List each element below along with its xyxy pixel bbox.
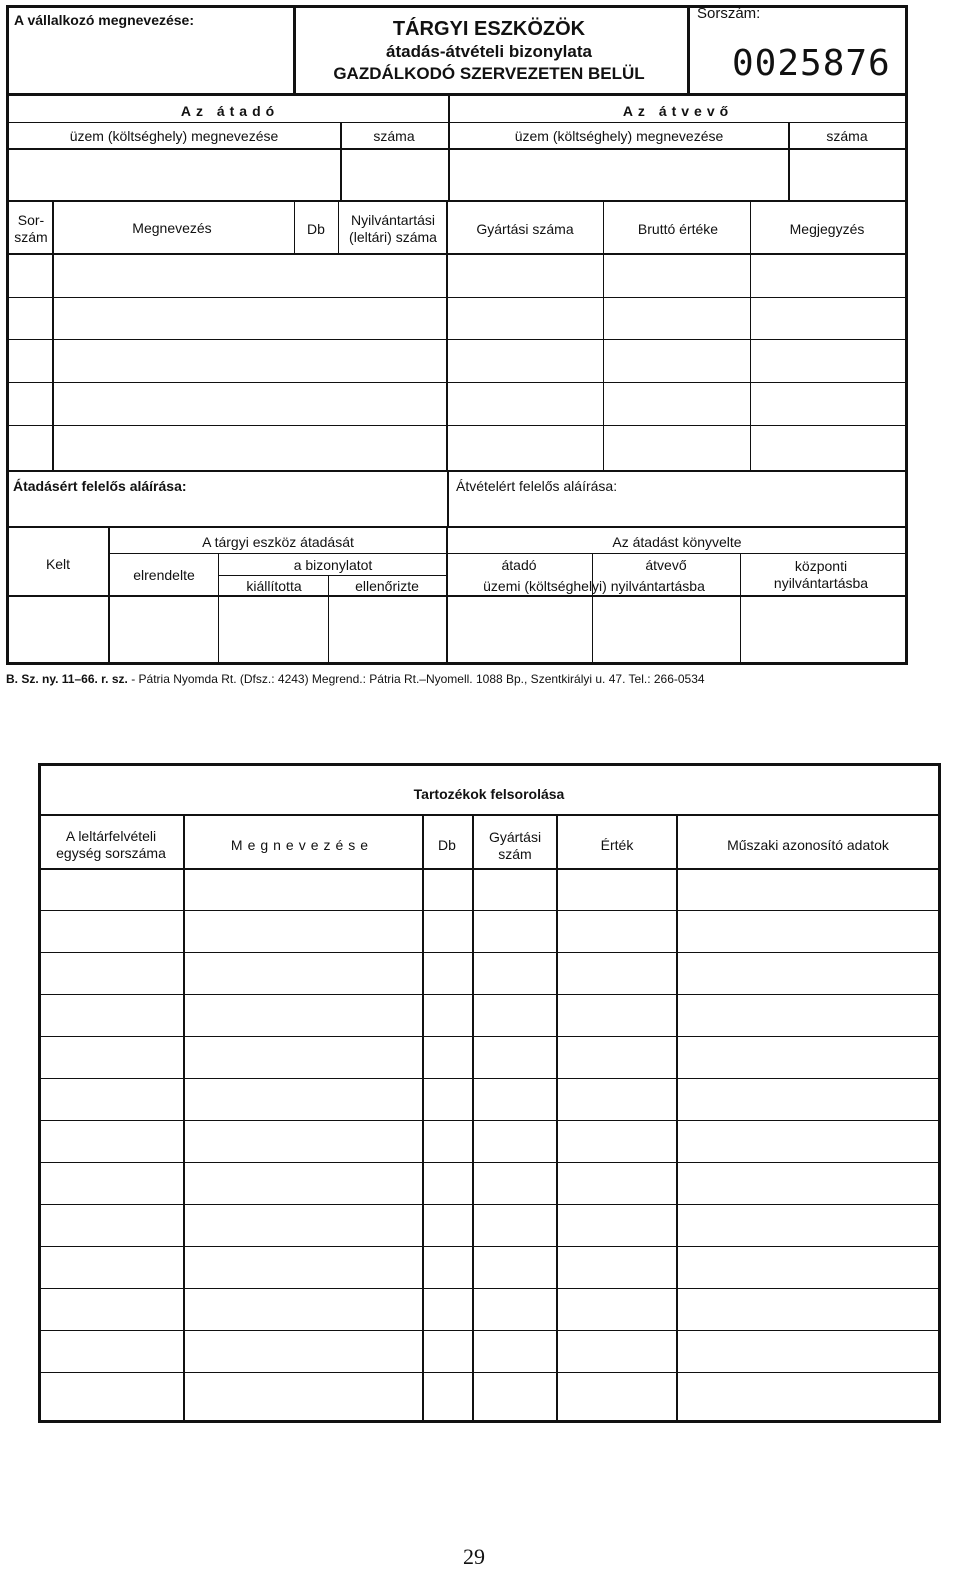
kozponti-label-1: központi	[794, 558, 848, 574]
col-brutto: Bruttó értéke	[637, 221, 719, 237]
atado-heading: Az átadó	[180, 103, 280, 119]
acc-col-gyartasi-1: Gyártási	[488, 829, 542, 845]
elrendelte-label: elrendelte	[133, 567, 195, 583]
ellenorizte-field[interactable]	[330, 598, 445, 661]
elrendelte-field[interactable]	[111, 598, 217, 661]
atado-uzem-label: üzem (költséghely) megnevezése	[69, 128, 279, 144]
kiallitotta-label: kiállította	[246, 578, 302, 594]
bizonylatot-label: a bizonylatot	[293, 557, 373, 573]
atadas-signature-field[interactable]	[10, 496, 444, 524]
atvetel-signature-field[interactable]	[452, 496, 904, 524]
table-row[interactable]	[10, 427, 904, 469]
ellenorizte-label: ellenőrizte	[355, 578, 419, 594]
acc-col-gyartasi-2: szám	[498, 846, 532, 862]
col-nyilv-2: (leltári) száma	[349, 229, 437, 245]
table-row[interactable]	[42, 1290, 937, 1329]
atvevo-uzem-label: üzem (költséghely) megnevezése	[514, 128, 724, 144]
kozponti-label-2: nyilvántartásba	[773, 575, 869, 591]
table-row[interactable]	[10, 384, 904, 424]
konyv-atado-field[interactable]	[449, 598, 591, 661]
table-row[interactable]	[42, 954, 937, 993]
table-row[interactable]	[42, 912, 937, 951]
acc-col-leltar-2: egység sorszáma	[56, 845, 166, 861]
konyv-atado-label: átadó	[501, 557, 537, 573]
table-row[interactable]	[42, 1248, 937, 1287]
page-number: 29	[463, 1544, 485, 1569]
table-row[interactable]	[42, 1206, 937, 1245]
table-row[interactable]	[42, 871, 937, 909]
table-row[interactable]	[10, 256, 904, 296]
konyv-atvevo-field[interactable]	[594, 598, 739, 661]
table-row[interactable]	[42, 1332, 937, 1371]
targyi-atadasat-label: A tárgyi eszköz átadását	[202, 534, 354, 550]
col-sorszam-2: szám	[14, 229, 48, 245]
kiallitotta-field[interactable]	[220, 598, 327, 661]
vallalkozo-field[interactable]	[10, 32, 290, 90]
atvevo-szama-label: száma	[826, 128, 868, 144]
sorszam-label: Sorszám:	[697, 5, 761, 22]
acc-col-db: Db	[438, 837, 456, 853]
atado-szama-label: száma	[373, 128, 415, 144]
form-title-3: GAZDÁLKODÓ SZERVEZETEN BELÜL	[333, 64, 645, 83]
table-row[interactable]	[10, 341, 904, 381]
atvevo-szama-field[interactable]	[791, 151, 905, 199]
acc-col-ertek: Érték	[600, 837, 634, 853]
table-row[interactable]	[42, 996, 937, 1035]
atvevo-uzem-field[interactable]	[451, 151, 787, 199]
atvevo-heading: Az átvevő	[622, 103, 734, 119]
form-code: B. Sz. ny. 11–66. r. sz.	[6, 672, 128, 686]
kozponti-field[interactable]	[742, 598, 904, 661]
uzemi-nyilv-label: üzemi (költséghelyi) nyilvántartásba	[483, 578, 705, 594]
acc-col-megnevezese: Megnevezése	[230, 837, 374, 853]
col-db: Db	[307, 221, 325, 237]
konyvelte-label: Az átadást könyvelte	[612, 534, 742, 550]
table-row[interactable]	[10, 299, 904, 338]
atado-uzem-field[interactable]	[10, 151, 338, 199]
col-megnevezes: Megnevezés	[132, 220, 212, 236]
konyv-atvevo-label: átvevő	[645, 557, 687, 573]
table-row[interactable]	[42, 1374, 937, 1419]
table-row[interactable]	[42, 1122, 937, 1161]
acc-col-muszaki: Műszaki azonosító adatok	[727, 837, 889, 853]
printer-info: - Pátria Nyomda Rt. (Dfsz.: 4243) Megrend.: Pátria Rt.–Nyomell. 1088 Bp., Szentkirályi u. 47. Tel.: 266-0534	[127, 672, 705, 686]
form-title-2: átadás-átvételi bizonylata	[386, 42, 592, 61]
accessories-title: Tartozékok felsorolása	[413, 786, 565, 802]
acc-col-leltar-1: A leltárfelvételi	[65, 828, 157, 844]
atado-szama-field[interactable]	[343, 151, 447, 199]
vallalkozo-label: A vállalkozó megnevezése:	[14, 12, 195, 28]
print-footer	[6, 671, 705, 687]
table-row[interactable]	[42, 1164, 937, 1203]
table-row[interactable]	[42, 1038, 937, 1077]
col-gyartasi: Gyártási száma	[476, 221, 574, 237]
col-nyilv-1: Nyilvántartási	[350, 212, 436, 228]
kelt-label: Kelt	[45, 556, 71, 572]
col-sorszam-1: Sor-	[17, 212, 45, 228]
atadas-signature-label: Átadásért felelős aláírása:	[13, 478, 187, 494]
col-megjegyzes: Megjegyzés	[789, 221, 865, 237]
kelt-field[interactable]	[10, 598, 107, 661]
form-title-1: TÁRGYI ESZKÖZÖK	[392, 18, 586, 40]
table-row[interactable]	[42, 1080, 937, 1119]
atvetel-signature-label: Átvételért felelős aláírása:	[456, 478, 618, 494]
sorszam-value: 0025876	[732, 43, 891, 84]
